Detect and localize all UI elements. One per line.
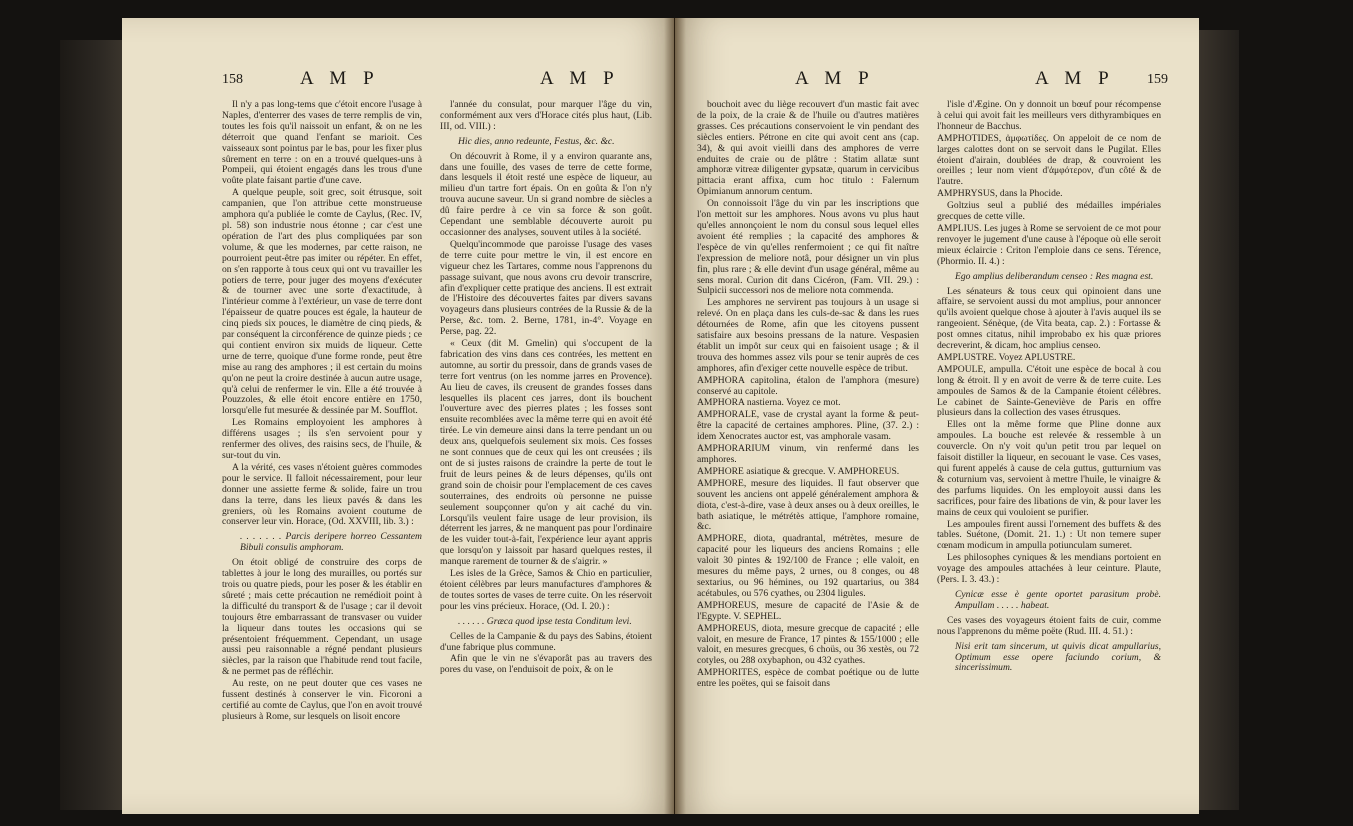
left-page <box>122 18 674 814</box>
text-paragraph: Les isles de la Grèce, Samos & Chio en particulier, étoient célèbres par leurs manufactures d'amphores & de toutes sortes de vases de terre cuite. On les réservoit pour les vins précieux. Horace, (Od. I. 20.) : <box>440 568 652 612</box>
book-edge-left <box>60 40 122 810</box>
dictionary-entry: AMPHORE, diota, quadrantal, métrètes, mesure de capacité pour les liqueurs des anciens Romains ; elle valoit 30 pintes & 192/100 de France ; elle valoit, en mesures du même pays, 2 urnes, ou 8 conges, ou 48 sextarius, ou 96 hémines, ou 192 quartarius, ou 384 acétabules, ou 576 cyathes, ou 2304 ligules. <box>697 533 919 599</box>
text-paragraph: « Ceux (dit M. Gmelin) qui s'occupent de la fabrication des vins dans ces contrées, les mettent en automne, au sortir du pressoir, dans de grands vases de terre fort ventrus (on les nomme jarres en Provence). Au lieu de caves, ils creusent de grandes fosses dans lesquelles ils placent ces jarres, dont ils bouchent l'ouverture avec des pierres plates ; les fosses sont ensuite recomblées avec la même terre qui en avoit été tirée. Le vin demeure ainsi dans la terre pendant un ou deux ans, quelquefois seulement six mois. Ces fosses ne sont connues que de ceux qui les ont creusées ; ils ont de si justes raisons de craindre la perte de tout le fruit de leurs peines & de leurs dépenses, qu'ils ont grand soin de choisir pour l'emplacement de ces caves souterraines, des endroits où personne ne puisse seulement soupçonner qu'on y ait caché du vin. Lorsqu'ils veulent faire usage de leur provision, ils déterrent les jarres, & ne manquent pas pour l'ordinaire de les vuider tout-à-fait, l'expérience leur ayant appris que lorsqu'on y laissoit par hasard quelques restes, il manque rarement de tourner & de s'aigrir. » <box>440 338 652 568</box>
right-running-head-2: A M P <box>1035 68 1115 89</box>
text-paragraph: On étoit obligé de construire des corps de tablettes à jour le long des murailles, ou portés sur trois ou quatre pieds, pour les poser & les établir en sûreté ; mais cette précaution ne remédioit point à la difficulté du transport & de l'usage ; car il devoit toujours être embarrassant de transvaser ou vuider la liqueur dans toutes les occasions qui se présentoient fréquemment. Cependant, un usage aussi peu raisonnable a régné pendant plusieurs siècles, par la raison que l'habitude rend tout facile, & ne permet pas de réfléchir. <box>222 557 422 678</box>
dictionary-entry: AMPHRYSUS, dans la Phocide. <box>937 188 1063 200</box>
dictionary-entry: AMPHORA capitolina, étalon de l'amphora (mesure) conservé au capitole. <box>697 374 919 397</box>
dictionary-entry: AMPHOTIDES, ἀμφωτίδες. On appeloit de ce nom de larges calottes dont on se servoit dans le Pugilat. Elles étoient d'airain, doublées de drap, & couvroient les oreilles ; leur nom vient d'ἀμφότερον, d'un côté & de l'autre. <box>937 132 1161 188</box>
right-column-2 <box>937 100 1161 800</box>
text-paragraph: Les sénateurs & tous ceux qui opinoient dans une affaire, se servoient aussi du mot amplius, pour annoncer qu'ils avoient quelque chose à ajouter à l'avis auquel ils se rangeoient. Sénèque, (de Vita beata, cap. 2.) : Fortasse & post omnes citatus, nihil improbabo ex his quæ priores decreverint, & dicam, hoc amplius censeo. <box>937 285 1161 352</box>
text-paragraph: Celles de la Campanie & du pays des Sabins, étoient d'une fabrique plus commune. <box>440 630 652 653</box>
right-page <box>675 18 1199 814</box>
text-paragraph: Elles ont la même forme que Pline donne aux ampoules. La bouche est relevée & ressemble à un couvercle. On n'y voit qu'un petit trou par lequel on faisoit distiller la liqueur, en secouant le vase. Ces vases, qui furent appelés à cause de cela guttus, gutturnium vas & coturnium vas, servoient à mettre l'huile, le vinaigre & des parfums liquides. On les employoit aussi dans les sacrifices, pour faire des libations de vin, & pour laver les mains de ceux qui vouloient se purifier. <box>937 419 1161 518</box>
quotation: Hic dies, anno redeunte, Festus, &c. &c. <box>458 135 615 147</box>
quotation: Ego amplius deliberandum censeo : Res magna est. <box>955 270 1154 282</box>
dictionary-entry: AMPHOREUS, mesure de capacité de l'Asie & de l'Egypte. V. SEPHEL. <box>697 599 919 622</box>
dictionary-entry: AMPHORE asiatique & grecque. V. AMPHOREUS. <box>697 465 900 477</box>
quotation: . . . . . . . Parcis deripere horreo Cessantem Bibuli consulis amphoram. <box>240 531 422 554</box>
left-page-number: 158 <box>222 72 243 87</box>
text-paragraph: Les philosophes cyniques & les mendians portoient en voyage des ampoules attachées à leur ceinture. Plaute, (Pers. I. 3. 43.) : <box>937 552 1161 586</box>
text-paragraph: Goltzius seul a publié des médailles impériales grecques de cette ville. <box>937 200 1161 223</box>
dictionary-entry: AMPHORITES, espèce de combat poétique ou de lutte entre les poëtes, qui se faisoit dans <box>697 667 919 690</box>
quotation: Cynicæ esse è gente oportet parasitum probè. Ampullam . . . . . habeat. <box>955 588 1161 611</box>
text-paragraph: bouchoit avec du liège recouvert d'un mastic fait avec de la poix, de la craie & de l'huile ou d'autres matières grasses. Ces précautions conservoient le vin pendant des siècles entiers. Pétrone en cite qui avoit cent ans (cap. 34), & qui avoit vieilli dans des amphores de verre enduites de craie ou de plâtre : Statim allatæ sunt amphoræ vitreæ diligenter gypsatæ, quarum in cervicibus pittacia erant affixa, cum hoc titulo : Falernum Opimianum annorum centum. <box>697 100 919 198</box>
right-running-head: A M P <box>795 68 875 89</box>
text-paragraph: Quelqu'incommode que paroisse l'usage des vases de terre cuite pour mettre le vin, il est encore en vigueur chez les Tartares, comme nous l'apprenons du passage suivant, que nous avons cru devoir transcrire, afin d'expliquer cette pratique des anciens. Il est extrait de l'Histoire des découvertes faites par divers savans voyageurs dans plusieurs contrées de la Russie & de la Perse, &c. tom. 2. Berne, 1781, in-4°. Voyage en Perse, pag. 22. <box>440 238 652 338</box>
dictionary-entry: AMPHORA nastierna. Voyez ce mot. <box>697 397 841 409</box>
text-paragraph: Les Romains employoient les amphores à différens usages ; ils s'en servoient pour y renfermer des olives, des raisins secs, de l'huile, & sur-tout du vin. <box>222 417 422 461</box>
text-paragraph: Les amphores ne servirent pas toujours à un usage si relevé. On en plaça dans les culs-de-sac & dans les rues détournées de Rome, afin que les citoyens pussent satisfaire aux besoins pressans de la nature. Vespasien établit un impôt sur ceux qui en faisoient usage ; & il trouva des hommes assez vils pour se tenir auprès de ces amphores, afin d'exiger cette nouvelle espèce de tribut. <box>697 297 919 374</box>
dictionary-entry: AMPLUSTRE. Voyez APLUSTRE. <box>937 351 1076 363</box>
dictionary-entry: AMPHORALE, vase de crystal ayant la forme & peut-être la capacité de certaines amphores. Pline, (37. 2.) : idem Xenocrates auctor est, vas amphorale vasam. <box>697 409 919 443</box>
dictionary-entry: AMPHOREUS, diota, mesure grecque de capacité ; elle valoit, en mesure de France, 17 pintes & 155/1000 ; elle valoit, en mesures grecques, 6 choüs, ou 36 xestès, ou 72 cotyles, ou 288 oxybaphon, ou 432 cyathes. <box>697 622 919 667</box>
text-paragraph: Au reste, on ne peut douter que ces vases ne fussent destinés à conserver le vin. Ficoroni a certifié au comte de Caylus, que l'on en avoit trouvé plusieurs à Rome, sur lesquels on lisoit encore <box>222 678 422 722</box>
book-gutter <box>664 18 686 814</box>
quotation: . . . . . . Græca quod ipse testa Conditum levi. <box>458 615 632 627</box>
dictionary-entry: AMPLIUS. Les juges à Rome se servoient de ce mot pour renvoyer le jugement d'une cause à l'époque où elle seroit mieux éclaircie : Criton l'emploie dans ce sens. Térence, (Phormio. II. 4.) : <box>937 222 1161 267</box>
dictionary-entry: AMPHORE, mesure des liquides. Il faut observer que souvent les anciens ont appelé généralement amphora & diota, c'est-à-dire, vase à deux anses ou à deux oreilles, le bath asiatique, le métrétès attique, l'amphore romaine, &c. <box>697 477 919 533</box>
book-edge-right <box>1199 30 1239 810</box>
text-paragraph: On connoissoit l'âge du vin par les inscriptions que l'on mettoit sur les amphores. Nous avons vu plus haut qu'elles annonçoient le nom du consul sous lequel elles avoient été remplies ; la capacité des amphores & l'espèce de vin qu'elles renfermoient ; ce qui fit naître l'expression de meliore notâ, pour désigner un vin plus fin, plus rare ; & elle devint d'un usage général, même au sens moral. Curion dit dans Cicéron, (Fam. VII. 29.) : Sulpicii successori nos de meliore nota commenda. <box>697 198 919 297</box>
text-paragraph: Les ampoules firent aussi l'ornement des buffets & des tables. Suétone, (Domit. 21. 1.) : Ut non temere super cœnam modicum in ampulla potiunculam sumeret. <box>937 518 1161 552</box>
left-column-2 <box>440 100 652 800</box>
left-running-head: A M P <box>300 68 380 89</box>
quotation: Nisi erit tam sincerum, ut quivis dicat ampullarius, Optimum esse opere faciundo corium, & sincerissimum. <box>955 640 1161 674</box>
text-paragraph: l'isle d'Ægine. On y donnoit un bœuf pour récompense à celui qui avoit fait les meilleurs vers dithyrambiques en l'honneur de Bacchus. <box>937 100 1161 132</box>
text-paragraph: A la vérité, ces vases n'étoient guères commodes pour le service. Il falloit nécessairement, pour leur donner une assiette ferme & solide, faire un trou dans la terre, dans les lieux pavés & dans les greniers, où les Romains avoient coutume de conserver leur vin. Horace, (Od. XXVIII, lib. 3.) : <box>222 461 422 528</box>
text-paragraph: Ces vases des voyageurs étoient faits de cuir, comme nous l'apprenons du même poëte (Rud. III. 4. 51.) : <box>937 614 1161 637</box>
right-column-1 <box>697 100 919 800</box>
left-column-1 <box>222 100 422 800</box>
text-paragraph: A quelque peuple, soit grec, soit étrusque, soit campanien, que l'on attribue cette monstrueuse amphora qu'a publiée le comte de Caylus, (Rec. IV, pl. 58) son industrie nous étonne ; car c'est une opération de l'art des plus compliquées par son volume, & que les modernes, par cette raison, ne pourroient peut-être pas imiter ou répéter. En effet, on s'en rapporte à tous ceux qui ont vu travailler les potiers de terre, pour juger des moyens d'exécuter & de tourner avec une sorte d'exactitude, à l'intérieur comme à l'extérieur, un vase de terre dont l'épaisseur de quatre pouces est égale, la hauteur de cinq pieds six pouces, le diamètre de cinq pieds, & par conséquent la circonférence de quinze pieds ; ce qui contient environ six muids de liqueur. Cette urne de terre, quoique d'une forme ronde, peut être mise au rang des amphores ; il est certain du moins qu'on ne peut la croire destinée à aucun autre usage, qu'à celui de renfermer le vin. Elle a été trouvée à Pouzzoles, & elle étoit encore entière en 1750, lorsqu'elle fut mesurée & dessinée par M. Soufflot. <box>222 187 422 417</box>
dictionary-entry: AMPOULE, ampulla. C'étoit une espèce de bocal à cou long & étroit. Il y en avoit de verre & de terre cuite. Les ampoules de Samos & de la Campanie étoient célèbres. Le cabinet de Sainte-Geneviève de Paris en offre plusieurs dans la collection des vases étrusques. <box>937 363 1161 419</box>
left-page-header <box>122 68 674 96</box>
right-page-number: 159 <box>1147 72 1168 87</box>
text-paragraph: l'année du consulat, pour marquer l'âge du vin, conformément aux vers d'Horace cités plus haut, (Lib. III, od. VIII.) : <box>440 100 652 132</box>
text-paragraph: Afin que le vin ne s'évaporât pas au travers des pores du vase, on l'enduisoit de poix, & on le <box>440 653 652 676</box>
text-paragraph: Il n'y a pas long-tems que c'étoit encore l'usage à Naples, d'enterrer des vases de terre remplis de vin, toutes les fois qu'il naissoit un enfant, & on ne les déterroit que quand l'enfant se marioit. Ces vaisseaux sont pointus par le bas, pour les fixer plus sûrement en terre : on en a trouvé quelques-uns à Pompeii, qui étoient engagés dans les trous d'une voûte plate faisant partie d'une cave. <box>222 100 422 187</box>
right-page-header <box>675 68 1199 96</box>
text-paragraph: On découvrit à Rome, il y a environ quarante ans, dans une fouille, des vases de terre de cette forme, dans lesquels il étoit resté une espèce de liqueur, au milieu d'un tartre fort épais. On en goûta & l'on n'y trouva aucune saveur. Un si grand nombre de siècles a dû faire perdre à ce vin sa force & son goût. Cependant une semblable découverte auroit pu occasionner des analyses, souvent utiles à la société. <box>440 150 652 238</box>
dictionary-entry: AMPHORARIUM vinum, vin renfermé dans les amphores. <box>697 443 919 465</box>
left-running-head-2: A M P <box>540 68 620 89</box>
